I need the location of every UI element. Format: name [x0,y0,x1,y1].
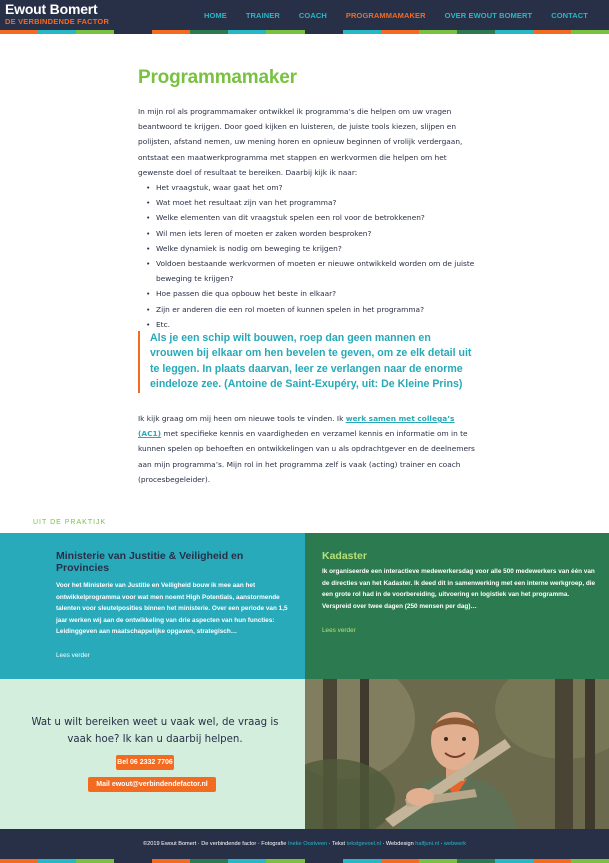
card-title: Ministerie van Justitie & Veiligheid en Provincies [56,550,244,574]
case-card-kadaster[interactable] [305,533,609,679]
list-item: • Welke elementen van dit vraagstuk spelen een rol voor de betrokkenen? [146,210,476,225]
copyright: ©2019 Ewout Bomert · De verbindende factor · Fotografie [143,841,288,847]
nav-coach[interactable]: COACH [298,11,327,20]
quote: Als je een schip wilt bouwen, roep dan geen mannen en vrouwen bij elkaar om hen bevelen te geven, om ze elk detail uit te leggen. In plaats daarvan, leer ze verlangen naar de enorme eindeloze zee. (Antoine de Saint-Exupéry, uit: De Kleine Prins) [138,331,476,393]
photographer-link[interactable]: Ineke Oostveen [287,841,328,847]
nav-home[interactable]: HOME [203,11,227,20]
card-body: Voor het Ministerie van Justitie en Veiligheid bouw ik mee aan het ontwikkelprogramma voor wat men noemt High Potentials, aanstormende talenten voor sleutelposities binnen het ministerie. Over een periode van 1,5 jaar werken wij aan de ontwikkeling van drie aspecten van hun functies: Leidinggeven aan maatschappelijke opgaven, strategisch… [56,582,288,636]
intro-paragraph: In mijn rol als programmamaker ontwikkel ik programma’s die helpen om uw vragen beantwoord te krijgen. Door goed kijken en luisteren, de juiste tools kiezen, slijpen en polijsten, afstand nemen, uw mening horen en opnieuw beginnen of vrolijk verdergaan, ontstaat een maatwerkprogramma met stappen en werkvormen die helpen om het gewenste doel of resultaat te bereiken. Daarbij kijk ik naar: [138,107,463,177]
main-nav [185,11,588,20]
call-button[interactable]: Bel 06 2332 7706 [116,755,174,770]
read-more-link[interactable]: Lees verder [322,627,356,634]
nav-over-ewout-bomert[interactable]: OVER EWOUT BOMERT [444,11,533,20]
nav-programmamaker[interactable]: PROGRAMMAMAKER [345,11,426,20]
nav-contact[interactable]: CONTACT [551,11,588,20]
card-body: Ik organiseerde een interactieve medewerkersdag voor alle 500 medewerkers van één van de directies van het Kadaster. Ik deed dit in samenwerking met een interne werkgroep, die een grote rol had in de voorbereiding, uitvoering en logistiek van het programma. Verspreid over twee dagen (250 mensen per dag)… [322,568,596,610]
web-credit-link[interactable]: webwerk [443,841,466,847]
section-heading-praktijk: UIT DE PRAKTIJK [33,519,107,526]
footer-text [0,841,609,847]
color-stripe-top [0,30,609,34]
list-item: • Wil men iets leren of moeten er zaken worden besproken? [146,226,476,241]
collegas-link[interactable]: werk samen met collega’s (AC1) [138,414,455,439]
read-more-link[interactable]: Lees verder [56,652,90,659]
list-item: • Etc. [146,317,476,332]
cta-text: Wat u wilt bereiken weet u vaak wel, de vraag is vaak hoe? Ik kan u daarbij helpen. [31,717,279,745]
portrait-photo [305,679,609,829]
list-item: • Hoe passen die qua opbouw het beste in elkaar? [146,286,476,301]
footer-separator: · [438,841,444,847]
logo[interactable] [5,2,109,26]
list-item: • Wat moet het resultaat zijn van het programma? [146,195,476,210]
logo-title: Ewout Bomert [5,1,98,17]
text-credit-link[interactable]: tekstgevoel.nl [346,841,381,847]
page-title: Programmamaker [138,67,297,88]
portrait-illustration [305,679,609,829]
case-card-justitie[interactable] [0,533,305,679]
bullet-list [146,180,476,332]
list-item: • Zijn er anderen die een rol moeten of kunnen spelen in het programma? [146,302,476,317]
design-credit-link[interactable]: halfjuni.nl [415,841,439,847]
cta-panel [0,679,305,829]
site-header [0,0,609,30]
card-title: Kadaster [322,550,367,562]
list-item: • Voldoen bestaande werkvormen of moeten er nieuwe ontwikkeld worden om de juiste beweging te krijgen? [146,256,476,286]
paragraph-text: Ik kijk graag om mij heen om nieuwe tools te vinden. Ik [138,414,346,423]
list-item: • Het vraagstuk, waar gaat het om? [146,180,476,195]
logo-subtitle: DE VERBINDENDE FACTOR [5,17,110,26]
footer-separator: · Webdesign [380,841,416,847]
nav-trainer[interactable]: TRAINER [245,11,280,20]
collaboration-paragraph [138,411,478,487]
color-stripe-bottom [0,859,609,863]
paragraph-text: met specifieke kennis en vaardigheden en verzamel kennis en informatie om in te kunnen spelen op behoeften en ontwikkelingen van u als opdrachtgever en de deelnemers aan mijn programma’s. Mijn rol in het programma zelf is vaak (acting) trainer en coach (procesbegeleider). [138,429,475,484]
site-footer [0,829,609,859]
mail-button[interactable]: Mail ewout@verbindendefactor.nl [88,777,216,792]
footer-separator: · Tekst [327,841,347,847]
list-item: • Welke dynamiek is nodig om beweging te krijgen? [146,241,476,256]
